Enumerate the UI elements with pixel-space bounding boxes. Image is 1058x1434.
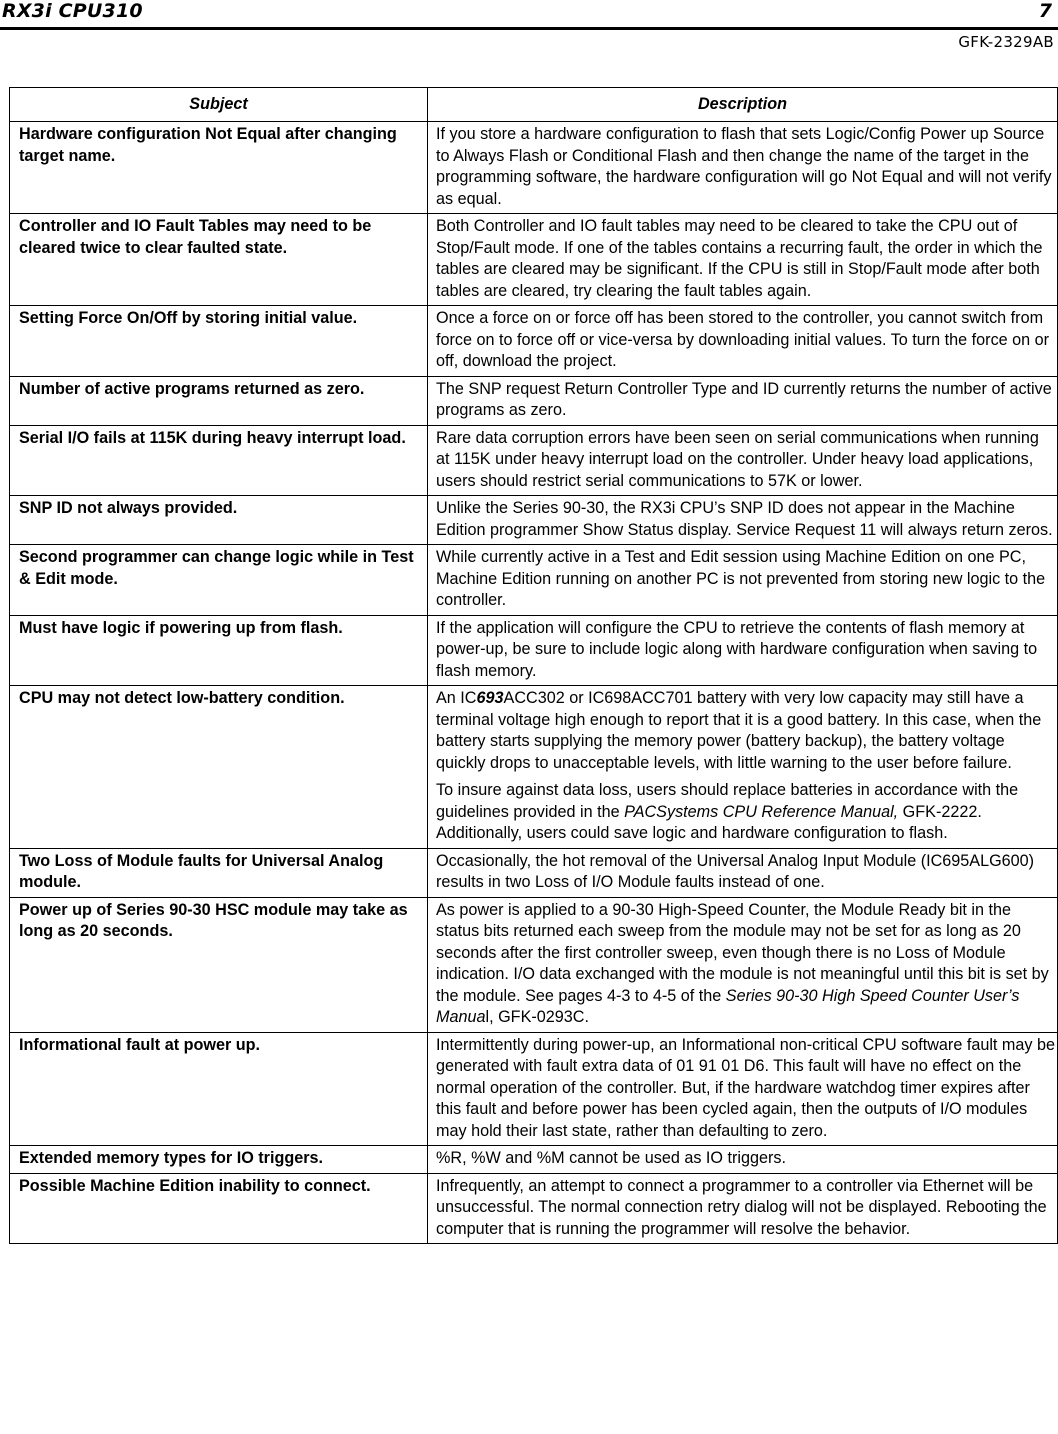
row-description: Unlike the Series 90-30, the RX3i CPU’s SNP ID does not appear in the Machine Edition programmer Show Status display. Service Request 11 will always return zeros. — [428, 496, 1058, 545]
table-row — [10, 848, 1058, 897]
row-description: If the application will configure the CPU to retrieve the contents of flash memory at power-up, be sure to include logic along with hardware configuration when saving to flash memory. — [428, 615, 1058, 686]
row-subject: SNP ID not always provided. — [10, 496, 428, 545]
text-run: As power is applied to a 90-30 High-Speed Counter, the Module Ready bit in the status bits returned each sweep from the module may not be set for as long as 20 seconds after the first controller sweep, even though there is no Loss of Module indication. I/O data exchanged with the module is not meaningful until this bit is set by the module. See pages 4-3 to 4-5 of the — [436, 900, 1049, 1005]
document-title: RX3i CPU310 — [2, 0, 143, 22]
page-number: 7 — [1038, 0, 1052, 22]
emphasized-text: 693 — [476, 689, 504, 707]
row-description: The SNP request Return Controller Type and ID currently returns the number of active programs as zero. — [428, 376, 1058, 425]
known-issues-table — [9, 87, 1058, 1244]
row-subject: Possible Machine Edition inability to connect. — [10, 1173, 428, 1244]
row-subject: Second programmer can change logic while in Test & Edit mode. — [10, 545, 428, 616]
row-description — [428, 897, 1058, 1032]
manual-title: Series 90-30 High Speed Counter User’s Manua — [436, 986, 1020, 1026]
table-row — [10, 214, 1058, 306]
row-subject: Serial I/O fails at 115K during heavy interrupt load. — [10, 425, 428, 496]
text-run: GFK-2222. Additionally, users could save logic and hardware configuration to flash. — [436, 802, 982, 842]
row-description: Once a force on or force off has been stored to the controller, you cannot switch from force on to force off or vice-versa by downloading initial values. To turn the force on or off, download the project. — [428, 306, 1058, 377]
table-row — [10, 496, 1058, 545]
row-description — [428, 686, 1058, 849]
text-run: l, GFK-0293C. — [485, 1008, 589, 1026]
table-row — [10, 615, 1058, 686]
description-column-header: Description — [428, 88, 1058, 122]
row-description: Rare data corruption errors have been seen on serial communications when running at 115K under heavy interrupt load on the controller. Under heavy load applications, users should restrict serial communications to 57K or lower. — [428, 425, 1058, 496]
text-run: An IC — [436, 689, 477, 707]
row-subject: Number of active programs returned as zero. — [10, 376, 428, 425]
header-rule — [0, 27, 1058, 30]
row-subject: Informational fault at power up. — [10, 1032, 428, 1146]
table-row — [10, 425, 1058, 496]
row-subject: Extended memory types for IO triggers. — [10, 1146, 428, 1174]
row-description: Both Controller and IO fault tables may need to be cleared to take the CPU out of Stop/Fault mode. If one of the tables contains a recurring fault, the order in which the tables are cleared may be significant. If the CPU is still in Stop/Fault mode after both tables are cleared, try clearing the fault tables again. — [428, 214, 1058, 306]
row-subject: Hardware configuration Not Equal after changing target name. — [10, 122, 428, 214]
row-subject: Power up of Series 90-30 HSC module may take as long as 20 seconds. — [10, 897, 428, 1032]
manual-title: PACSystems CPU Reference Manual, — [624, 802, 899, 821]
row-description: Infrequently, an attempt to connect a programmer to a controller via Ethernet will be unsuccessful. The normal connection retry dialog will not be displayed. Rebooting the computer that is running the programmer will resolve the behavior. — [428, 1173, 1058, 1244]
row-description: Occasionally, the hot removal of the Universal Analog Input Module (IC695ALG600) results in two Loss of I/O Module faults instead of one. — [428, 848, 1058, 897]
table-row — [10, 1032, 1058, 1146]
row-subject: Setting Force On/Off by storing initial value. — [10, 306, 428, 377]
description-paragraph — [436, 780, 1055, 845]
row-subject: Two Loss of Module faults for Universal Analog module. — [10, 848, 428, 897]
text-run: ACC302 or IC698ACC701 battery with very low capacity may still have a terminal voltage high enough to report that it is a good battery. In this case, when the battery starts supplying the memory power (battery backup), the battery voltage quickly drops to unacceptable levels, with little warning to the user before failure. — [436, 689, 1042, 772]
subject-column-header: Subject — [10, 88, 428, 122]
row-subject: Must have logic if powering up from flash. — [10, 615, 428, 686]
table-row — [10, 897, 1058, 1032]
row-description: Intermittently during power-up, an Informational non-critical CPU software fault may be generated with fault extra data of 01 91 01 D6. This fault will have no effect on the normal operation of the controller. But, if the hardware watchdog timer expires after this fault and before power has been cycled again, then the outputs of I/O modules may hold their last state, rather than defaulting to zero. — [428, 1032, 1058, 1146]
table-row — [10, 1146, 1058, 1174]
row-description: While currently active in a Test and Edit session using Machine Edition on one PC, Machine Edition running on another PC is not prevented from storing new logic to the controller. — [428, 545, 1058, 616]
table-row — [10, 1173, 1058, 1244]
table-row — [10, 306, 1058, 377]
table-row — [10, 122, 1058, 214]
row-subject: Controller and IO Fault Tables may need to be cleared twice to clear faulted state. — [10, 214, 428, 306]
table-header-row — [10, 88, 1058, 122]
table-row — [10, 545, 1058, 616]
row-subject: CPU may not detect low-battery condition. — [10, 686, 428, 849]
row-description: %R, %W and %M cannot be used as IO triggers. — [428, 1146, 1058, 1174]
description-paragraph — [436, 688, 1055, 774]
text-run: To insure against data loss, users should replace batteries in accordance with the guidelines provided in the — [436, 781, 1019, 821]
document-number: GFK-2329AB — [958, 33, 1054, 51]
row-description: If you store a hardware configuration to flash that sets Logic/Config Power up Source to Always Flash or Conditional Flash and then change the name of the target in the programming software, the hardware configuration will go Not Equal and will not verify as equal. — [428, 122, 1058, 214]
table-row — [10, 376, 1058, 425]
table-row — [10, 686, 1058, 849]
